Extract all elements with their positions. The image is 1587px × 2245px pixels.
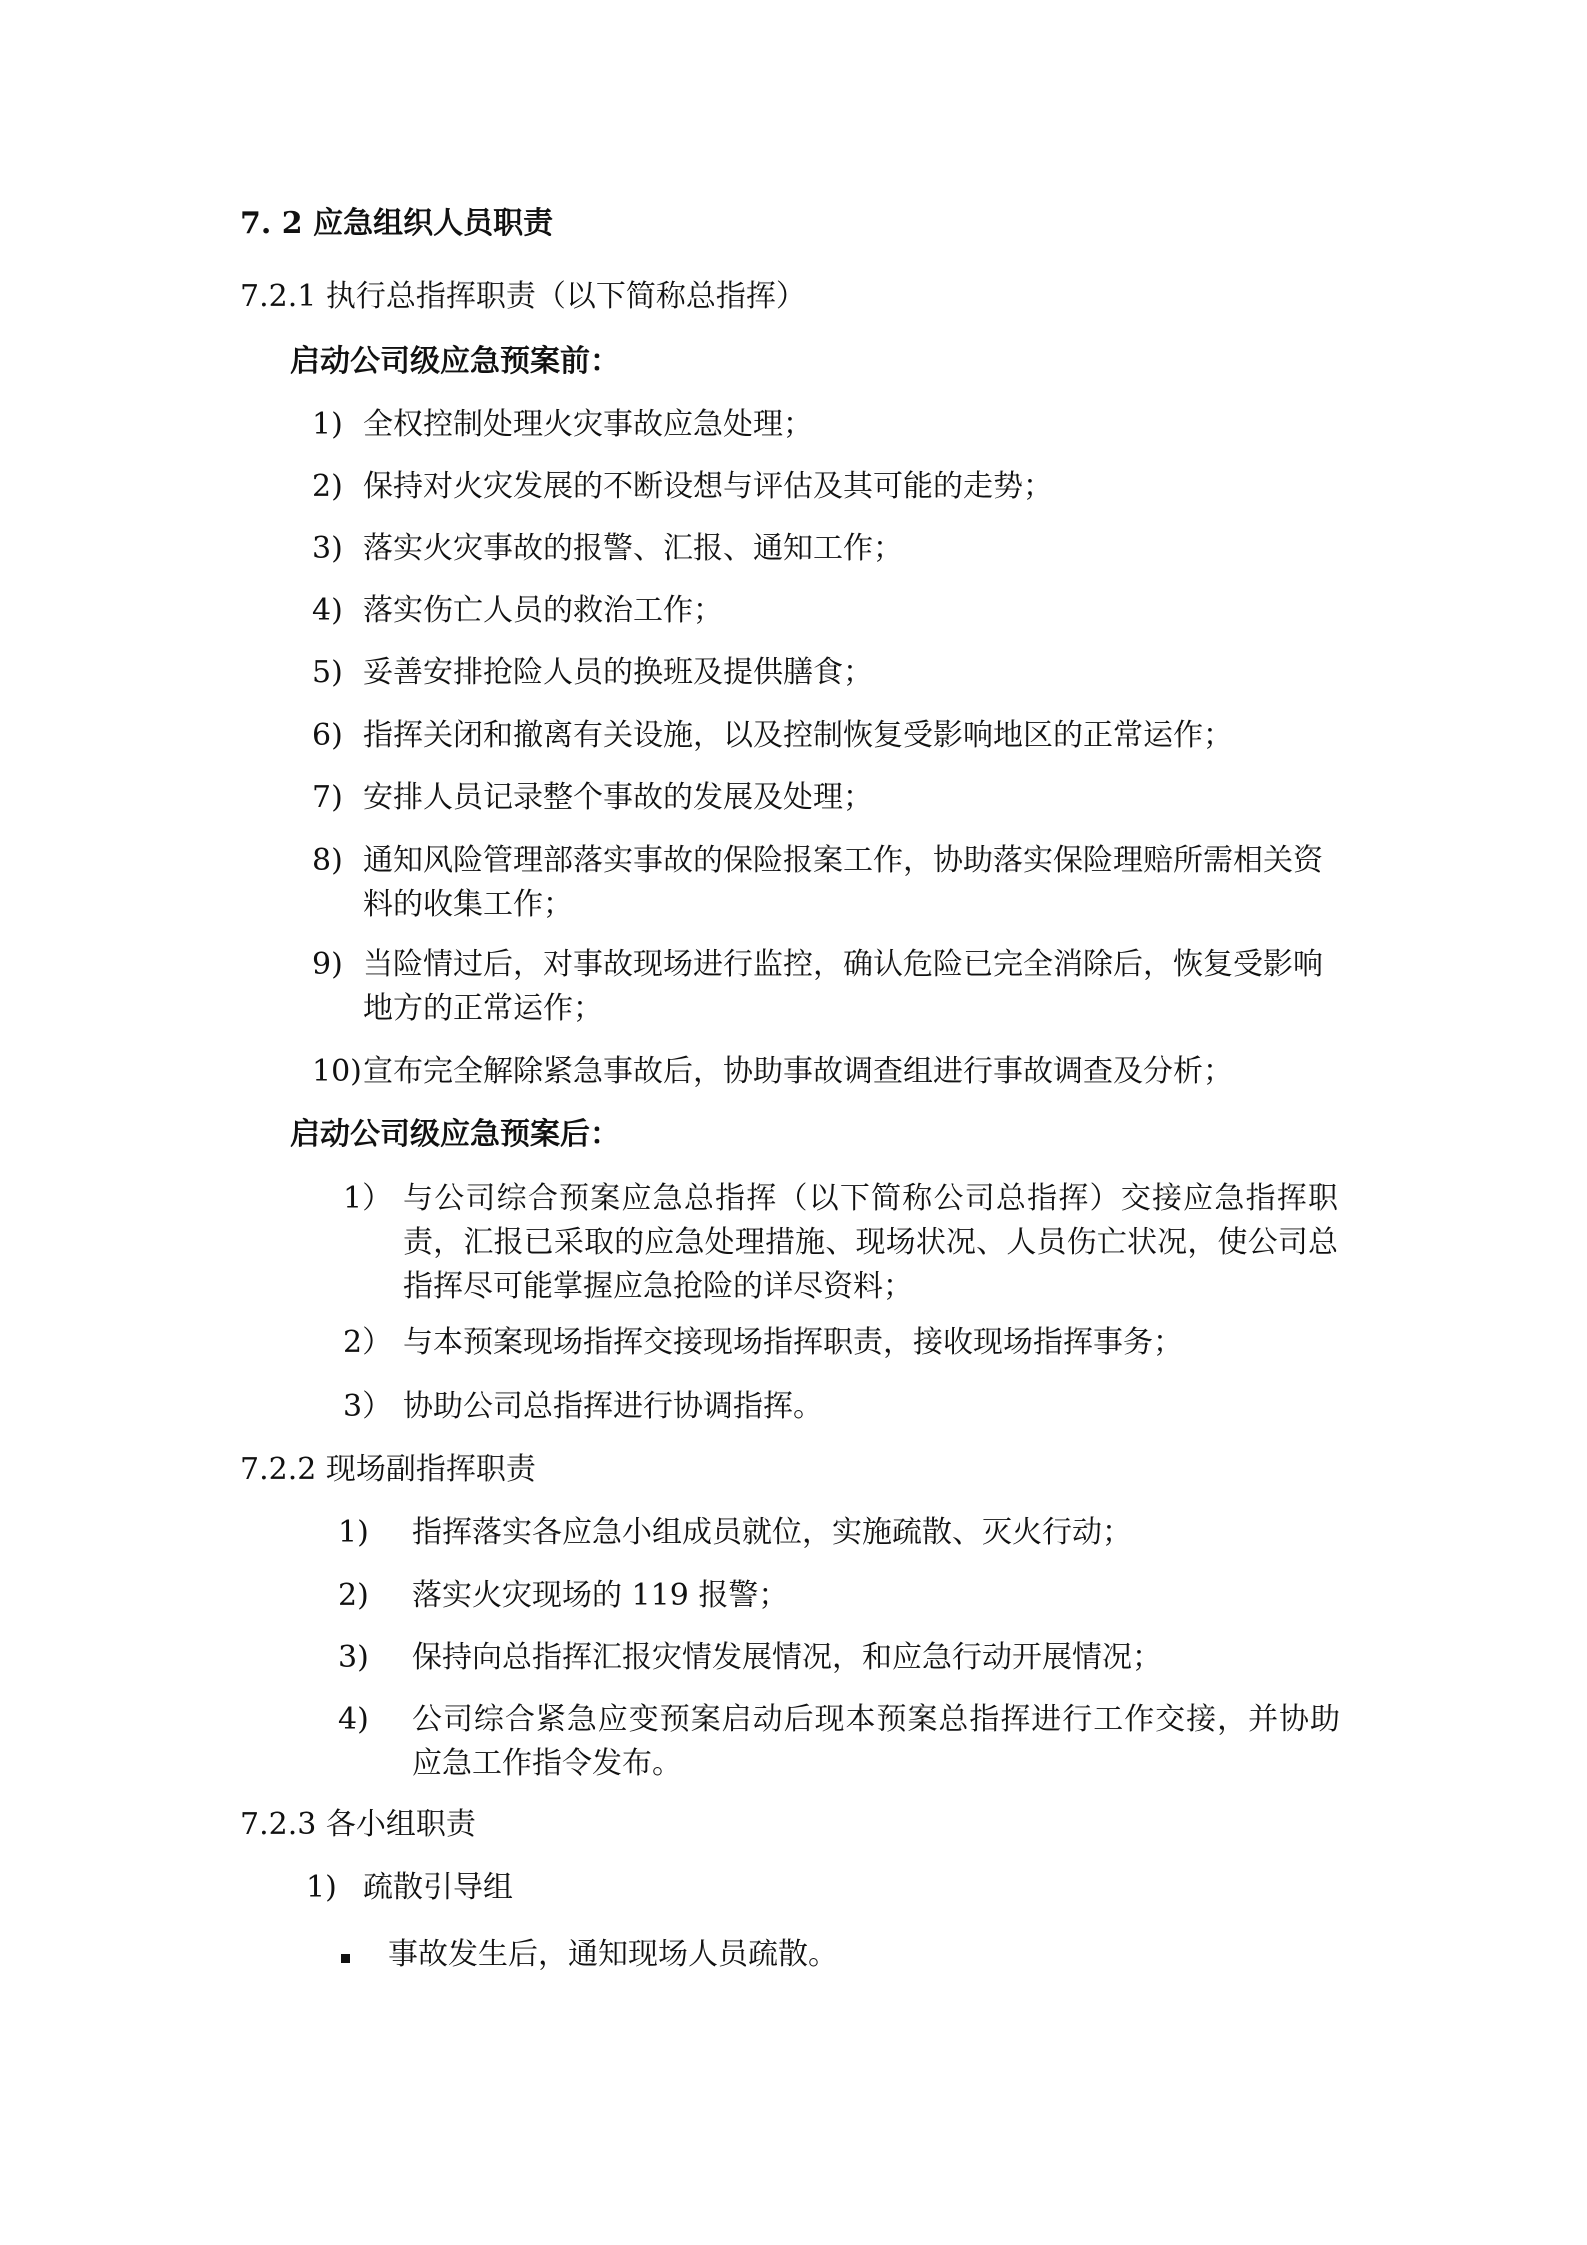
item-number: 2)	[338, 1578, 369, 1613]
item-number: 4)	[312, 593, 343, 628]
item-number: 1)	[338, 1515, 369, 1550]
item-text: 协助公司总指挥进行协调指挥。	[403, 1389, 823, 1424]
item-text: 落实火灾现场的 119 报警；	[412, 1578, 789, 1613]
item-number: 9)	[312, 947, 343, 982]
item-number: 2）	[343, 1325, 393, 1360]
item-text: 当险情过后，对事故现场进行监控，确认危险已完全消除后，恢复受影响地方的正常运作；	[363, 947, 1323, 1026]
section-title: 7. 2 应急组织人员职责	[240, 206, 554, 241]
item-number: 2)	[312, 469, 343, 504]
item-text: 妥善安排抢险人员的换班及提供膳食；	[363, 655, 873, 690]
item-number: 8)	[312, 843, 343, 878]
item-text: 通知风险管理部落实事故的保险报案工作，协助落实保险理赔所需相关资料的收集工作；	[363, 843, 1323, 922]
heading-7-2-3: 7.2.3 各小组职责	[240, 1807, 476, 1842]
item-text: 落实伤亡人员的救治工作；	[363, 593, 723, 628]
item-number: 3）	[343, 1389, 393, 1424]
item-number: 1)	[306, 1870, 337, 1905]
item-text: 与本预案现场指挥交接现场指挥职责，接收现场指挥事务；	[403, 1325, 1183, 1360]
item-text: 公司综合紧急应变预案启动后现本预案总指挥进行工作交接，并协助应急工作指令发布。	[412, 1702, 1340, 1781]
item-text: 保持对火灾发展的不断设想与评估及其可能的走势；	[363, 469, 1053, 504]
item-number: 3)	[338, 1640, 369, 1675]
before-activation-heading: 启动公司级应急预案前：	[290, 344, 620, 379]
item-text: 与公司综合预案应急总指挥（以下简称公司总指挥）交接应急指挥职责，汇报已采取的应急处理措施、现场状况、人员伤亡状况，使公司总指挥尽可能掌握应急抢险的详尽资料；	[403, 1181, 1338, 1304]
item-number: 7)	[312, 780, 343, 815]
item-text: 指挥落实各应急小组成员就位，实施疏散、灭火行动；	[412, 1515, 1132, 1550]
item-number: 4)	[338, 1702, 369, 1737]
bullet-marker	[341, 1954, 350, 1963]
after-activation-heading: 启动公司级应急预案后：	[290, 1117, 620, 1152]
item-number: 5)	[312, 655, 343, 690]
item-text: 疏散引导组	[363, 1870, 513, 1905]
item-text: 指挥关闭和撤离有关设施，以及控制恢复受影响地区的正常运作；	[363, 718, 1233, 753]
item-number: 3)	[312, 531, 343, 566]
item-number: 1)	[312, 407, 343, 442]
item-text: 宣布完全解除紧急事故后，协助事故调查组进行事故调查及分析；	[363, 1054, 1233, 1089]
heading-7-2-1: 7.2.1 执行总指挥职责（以下简称总指挥）	[240, 279, 806, 314]
item-number: 10)	[312, 1054, 362, 1089]
bullet-text: 事故发生后，通知现场人员疏散。	[388, 1937, 838, 1972]
item-text: 保持向总指挥汇报灾情发展情况，和应急行动开展情况；	[412, 1640, 1162, 1675]
item-text: 安排人员记录整个事故的发展及处理；	[363, 780, 873, 815]
item-number: 1）	[343, 1181, 393, 1216]
item-text: 落实火灾事故的报警、汇报、通知工作；	[363, 531, 903, 566]
heading-7-2-2: 7.2.2 现场副指挥职责	[240, 1452, 536, 1487]
item-number: 6)	[312, 718, 343, 753]
item-text: 全权控制处理火灾事故应急处理；	[363, 407, 813, 442]
